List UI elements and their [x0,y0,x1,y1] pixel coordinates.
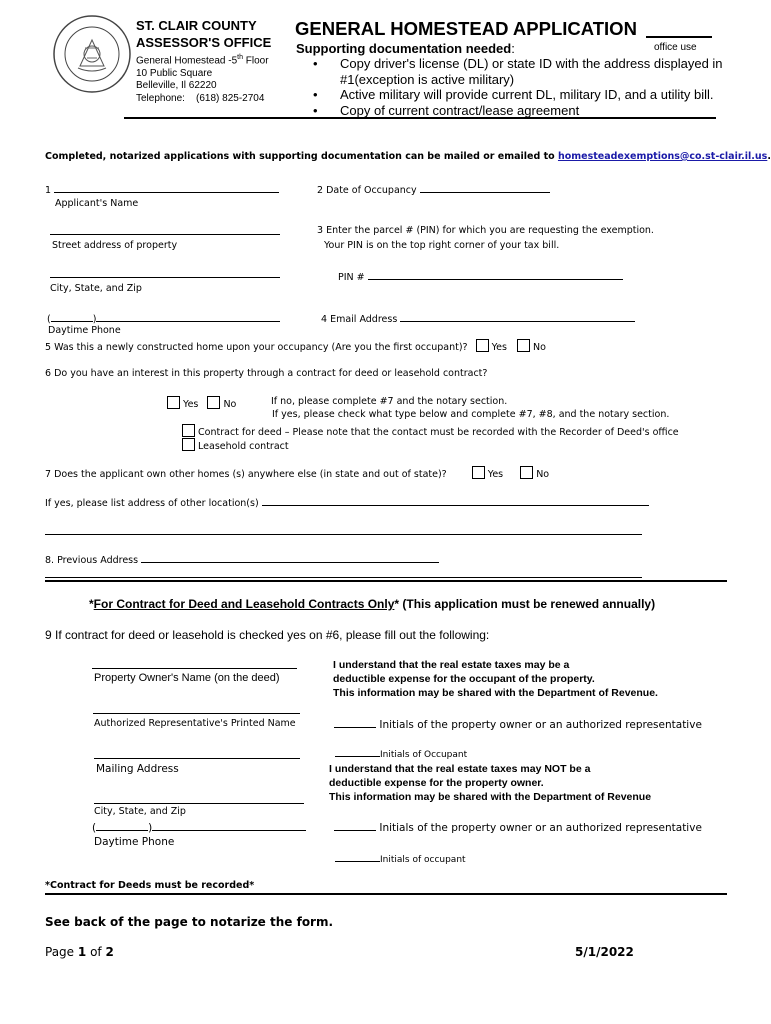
supporting-heading: Supporting documentation needed: [296,41,515,56]
q6-contract-option: Contract for deed – Please note that the contact must be recorded with the Recorder of Deed's office [182,424,679,438]
form-title: GENERAL HOMESTEAD APPLICATION [295,18,637,39]
bullet-item: #1(exception is active military) [340,71,515,87]
section2-heading: *For Contract for Deed and Leasehold Contracts Only* (This application must be renewed annually) [89,597,656,611]
section2-phone-label: Daytime Phone [94,836,175,848]
other-locations-input[interactable] [262,495,649,506]
section2-city-label: City, State, and Zip [94,806,186,817]
date-occupancy-field: 2 Date of Occupancy [317,182,550,196]
leasehold-checkbox[interactable] [182,438,195,451]
section-divider [45,580,727,582]
q6-options: Yes No [167,396,236,410]
daytime-phone-input[interactable] [96,311,280,322]
city-state-zip-input[interactable] [50,267,280,278]
contract-for-deed-checkbox[interactable] [182,424,195,437]
q6-yes-checkbox[interactable] [167,396,180,409]
q6-if-no: If no, please complete #7 and the notary section. [271,396,508,407]
page-number: Page 1 of 2 [45,945,114,959]
q5-no-checkbox[interactable] [517,339,530,352]
section2-phone-input[interactable] [152,820,306,831]
representative-name-label: Authorized Representative's Printed Name [94,718,296,729]
bullet-item: • Copy driver's license (DL) or state ID with the address displayed in [313,56,723,71]
office-use-label: office use [654,42,697,53]
date-occupancy-input[interactable] [420,182,550,193]
other-locations-input-2[interactable] [45,524,642,535]
bullet-item: • Copy of current contract/lease agreement [313,102,580,118]
owner-initials-field-2: Initials of the property owner or an authorized representative [334,820,702,834]
form-date: 5/1/2022 [575,945,634,959]
applicant-name-field: 1 [45,182,279,196]
office-name: ASSESSOR'S OFFICE [136,35,272,50]
question-9: 9 If contract for deed or leasehold is checked yes on #6, please fill out the following: [45,628,490,642]
footer-divider [45,893,727,895]
recorded-note: *Contract for Deeds must be recorded* [45,880,255,891]
street-line: 10 Public Square [136,67,213,79]
daytime-phone-field: ( ) [47,311,280,325]
owner-name-label: Property Owner's Name (on the deed) [94,672,280,684]
question-6: 6 Do you have an interest in this property through a contract for deed or leasehold contract? [45,368,488,379]
county-name: ST. CLAIR COUNTY [136,18,257,33]
q6-if-yes: If yes, please check what type below and complete #7, #8, and the notary section. [272,409,670,420]
owner-initials-input[interactable] [334,717,376,728]
mailing-address-input[interactable] [94,748,300,759]
previous-address-field: 8. Previous Address [45,552,439,566]
other-locations-field: If yes, please list address of other location(s) [45,495,649,509]
office-use-line [646,36,712,38]
q7-yes-checkbox[interactable] [472,466,485,479]
floor-line: General Homestead -5th Floor [136,54,269,67]
applicant-name-label: Applicant's Name [55,198,139,209]
pin-field: PIN # [338,269,623,283]
street-address-label: Street address of property [52,240,178,251]
street-address-input[interactable] [50,224,280,235]
pin-input[interactable] [368,269,623,280]
occupant-initials-field-2: Initials of occupant [335,852,466,865]
seal-icon [52,14,132,94]
section2-phone-field: ( ) [92,820,306,834]
supporting-list [313,56,723,118]
occupant-initials-input-2[interactable] [335,852,380,862]
applicant-name-input[interactable] [54,182,279,193]
occupant-initials-input[interactable] [335,747,380,757]
owner-name-input[interactable] [92,658,297,669]
email-input[interactable] [400,311,635,322]
section2-city-input[interactable] [94,793,304,804]
tax-notice-1: I understand that the real estate taxes may be a deductible expense for the occupant of the property. This information may be shared with the Department of Revenue. [333,659,658,699]
city-state-zip-label: City, State, and Zip [50,283,142,294]
occupant-initials-field: Initials of Occupant [335,747,467,760]
previous-address-input[interactable] [141,552,439,563]
owner-initials-input-2[interactable] [334,820,376,831]
previous-address-input-2[interactable] [45,567,642,578]
q7-no-checkbox[interactable] [520,466,533,479]
tax-notice-2: I understand that the real estate taxes may NOT be a deductible expense for the property owner. This information may be shared with the Department of Revenue [329,763,652,803]
q6-leasehold-option: Leasehold contract [182,438,289,452]
pin-instruction: 3 Enter the parcel # (PIN) for which you are requesting the exemption. [317,225,654,236]
mailing-address-label: Mailing Address [96,763,179,775]
q6-no-checkbox[interactable] [207,396,220,409]
city-line: Belleville, Il 62220 [136,80,217,92]
owner-initials-field: Initials of the property owner or an authorized representative [334,717,702,731]
daytime-phone-label: Daytime Phone [48,325,121,336]
email-link[interactable]: homesteadexemptions@co.st-clair.il.us [557,151,768,162]
question-7: 7 Does the applicant own other homes (s) anywhere else (in state and out of state)? Yes No [45,466,549,480]
question-5: 5 Was this a newly constructed home upon your occupancy (Are you the first occupant)? Yes No [45,339,546,353]
representative-name-input[interactable] [93,703,300,714]
header-divider [124,117,716,119]
phone-line: Telephone: (618) 825-2704 [136,92,265,104]
pin-instruction-2: Your PIN is on the top right corner of your tax bill. [324,240,560,251]
intro-text: Completed, notarized applications with supporting documentation can be mailed or emailed to homesteadexemptions@co.st-clair.il.us. [45,151,771,162]
email-field: 4 Email Address [321,311,635,325]
county-seal [52,14,132,94]
bullet-item: • Active military will provide current DL, military ID, and a utility bill. [313,87,714,102]
see-back-note: See back of the page to notarize the form. [45,915,334,929]
q5-yes-checkbox[interactable] [476,339,489,352]
